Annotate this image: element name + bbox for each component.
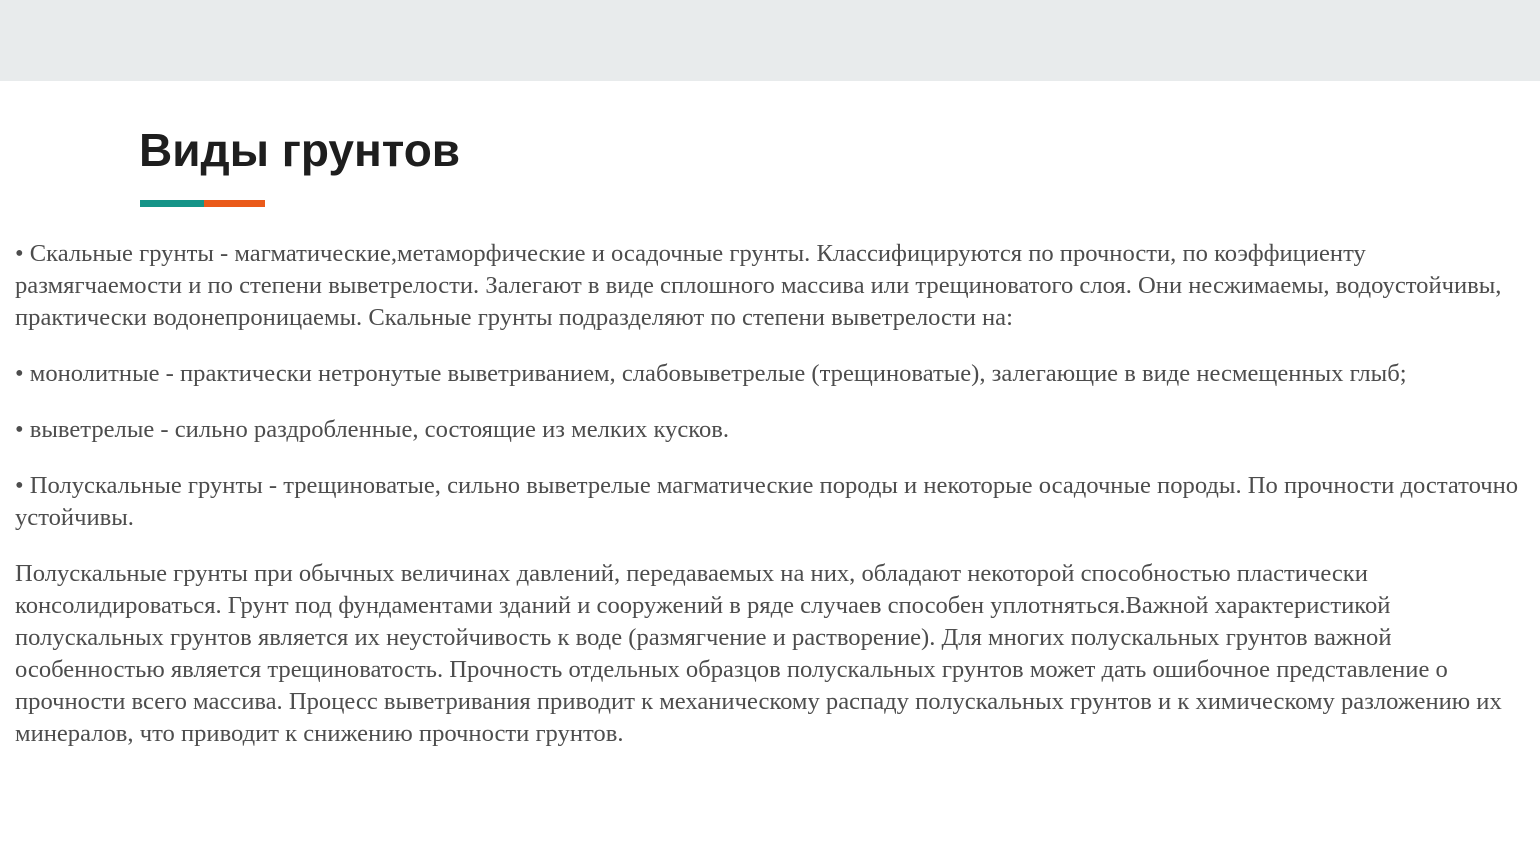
paragraph-semi-rock-details: Полускальные грунты при обычных величинах давлений, передаваемых на них, обладают некоторой способностью пластически консолидироваться. Грунт под фундаментами зданий и сооружений в ряде случаев способен уплотняться.Важной характеристикой полускальных грунтов является их неустойчивость к воде (размягчение и растворение). Для многих полускальных грунтов важной особенностью является трещиноватость. Прочность отдельных образцов полускальных грунтов может дать ошибочное представление о прочности всего массива. Процесс выветривания приводит к механическому распаду полускальных грунтов и к химическому разложению их минералов, что приводит к снижению прочности грунтов. (15, 560, 1502, 747)
title-underline-teal (140, 200, 204, 207)
paragraph-monolithic: • монолитные - практически нетронутые выветриванием, слабовыветрелые (трещиноватые), залегающие в виде несмещенных глыб; (15, 360, 1407, 387)
top-header-band (0, 0, 1540, 81)
slide-body (15, 238, 1525, 774)
title-underline-orange (204, 200, 265, 207)
paragraph-semi-rock-soils: • Полускальные грунты - трещиноватые, сильно выветрелые магматические породы и некоторые осадочные породы. По прочности достаточно устойчивы. (15, 472, 1519, 531)
paragraph-weathered: • выветрелые - сильно раздробленные, состоящие из мелких кусков. (15, 416, 730, 443)
slide-title: Виды грунтов (139, 124, 461, 176)
paragraph-rock-soils: • Скальные грунты - магматические,метаморфические и осадочные грунты. Классифицируются по прочности, по коэффициенту размягчаемости и по степени выветрелости. Залегают в виде сплошного массива или трещиноватого слоя. Они несжимаемы, водоустойчивы, практически водонепроницаемы. Скальные грунты подразделяют по степени выветрелости на: (15, 240, 1502, 331)
